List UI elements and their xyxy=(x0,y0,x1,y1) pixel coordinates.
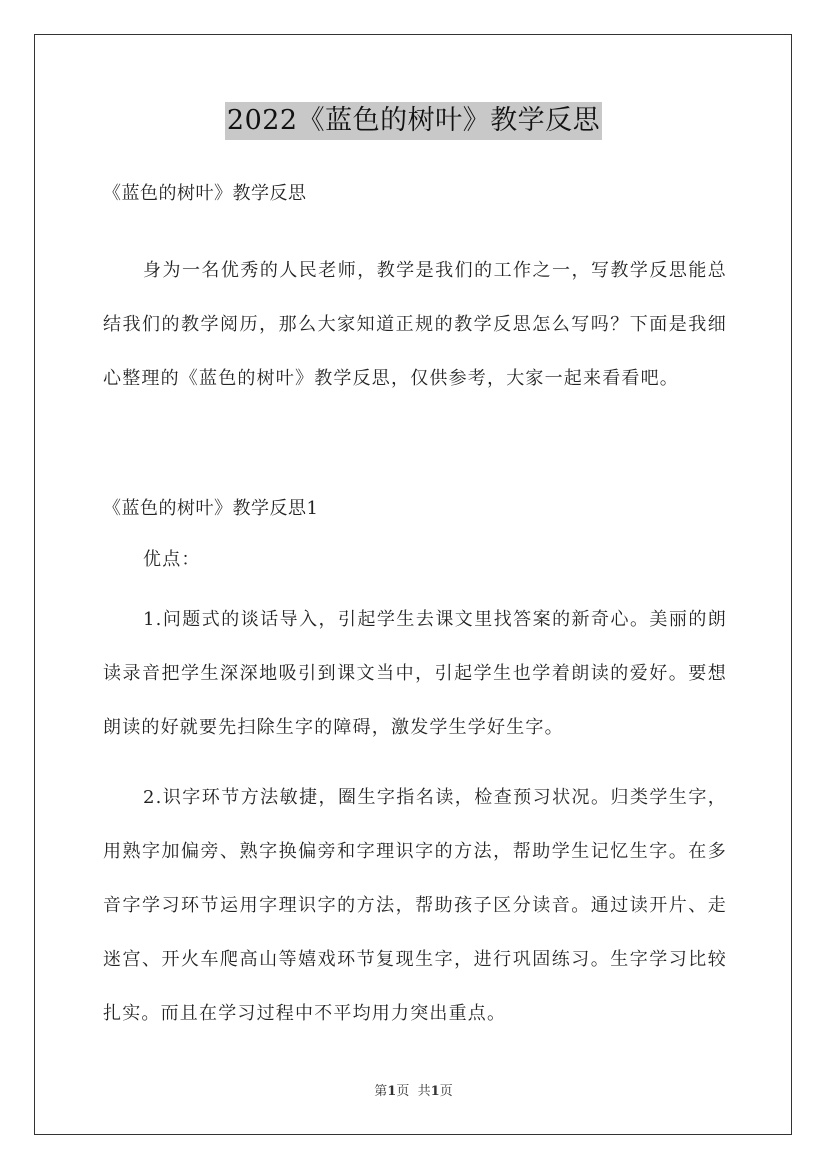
document-heading: 《蓝色的树叶》教学反思 xyxy=(103,183,307,204)
total-prefix: 共 xyxy=(417,1084,431,1099)
page-footer xyxy=(0,1080,827,1099)
page-prefix: 第 xyxy=(374,1084,388,1099)
list-item: 1.问题式的谈话导入，引起学生去课文里找答案的新奇心。美丽的朗读录音把学生深深地吸引到课文当中，引起学生也学着朗读的爱好。要想朗读的好就要先扫除生字的障碍，激发学生学好生字。 xyxy=(103,609,727,738)
total-suffix: 页 xyxy=(439,1084,453,1099)
section-label: 优点： xyxy=(143,549,201,570)
document-body xyxy=(103,178,727,1041)
total-pages: 1 xyxy=(430,1084,440,1099)
section-heading: 《蓝色的树叶》教学反思1 xyxy=(103,498,319,519)
list-item: 2.识字环节方法敏捷，圈生字指名读，检查预习状况。归类学生字，用熟字加偏旁、熟字换偏旁和字理识字的方法，帮助学生记忆生字。在多音字学习环节运用字理识字的方法，帮助孩子区分读音。通过读开片、走迷宫、开火车爬高山等嬉戏环节复现生字，进行巩固练习。生字学习比较扎实。而且在学习过程中不平均用力突出重点。 xyxy=(103,787,727,1024)
document-title: 2022《蓝色的树叶》教学反思 xyxy=(225,102,602,140)
page-number: 1 xyxy=(387,1084,397,1099)
page-suffix: 页 xyxy=(396,1084,410,1099)
intro-paragraph: 身为一名优秀的人民老师，教学是我们的工作之一，写教学反思能总结我们的教学阅历，那么大家知道正规的教学反思怎么写吗？下面是我细心整理的《蓝色的树叶》教学反思，仅供参考，大家一起来看看吧。 xyxy=(103,260,727,389)
title-container xyxy=(0,102,827,140)
